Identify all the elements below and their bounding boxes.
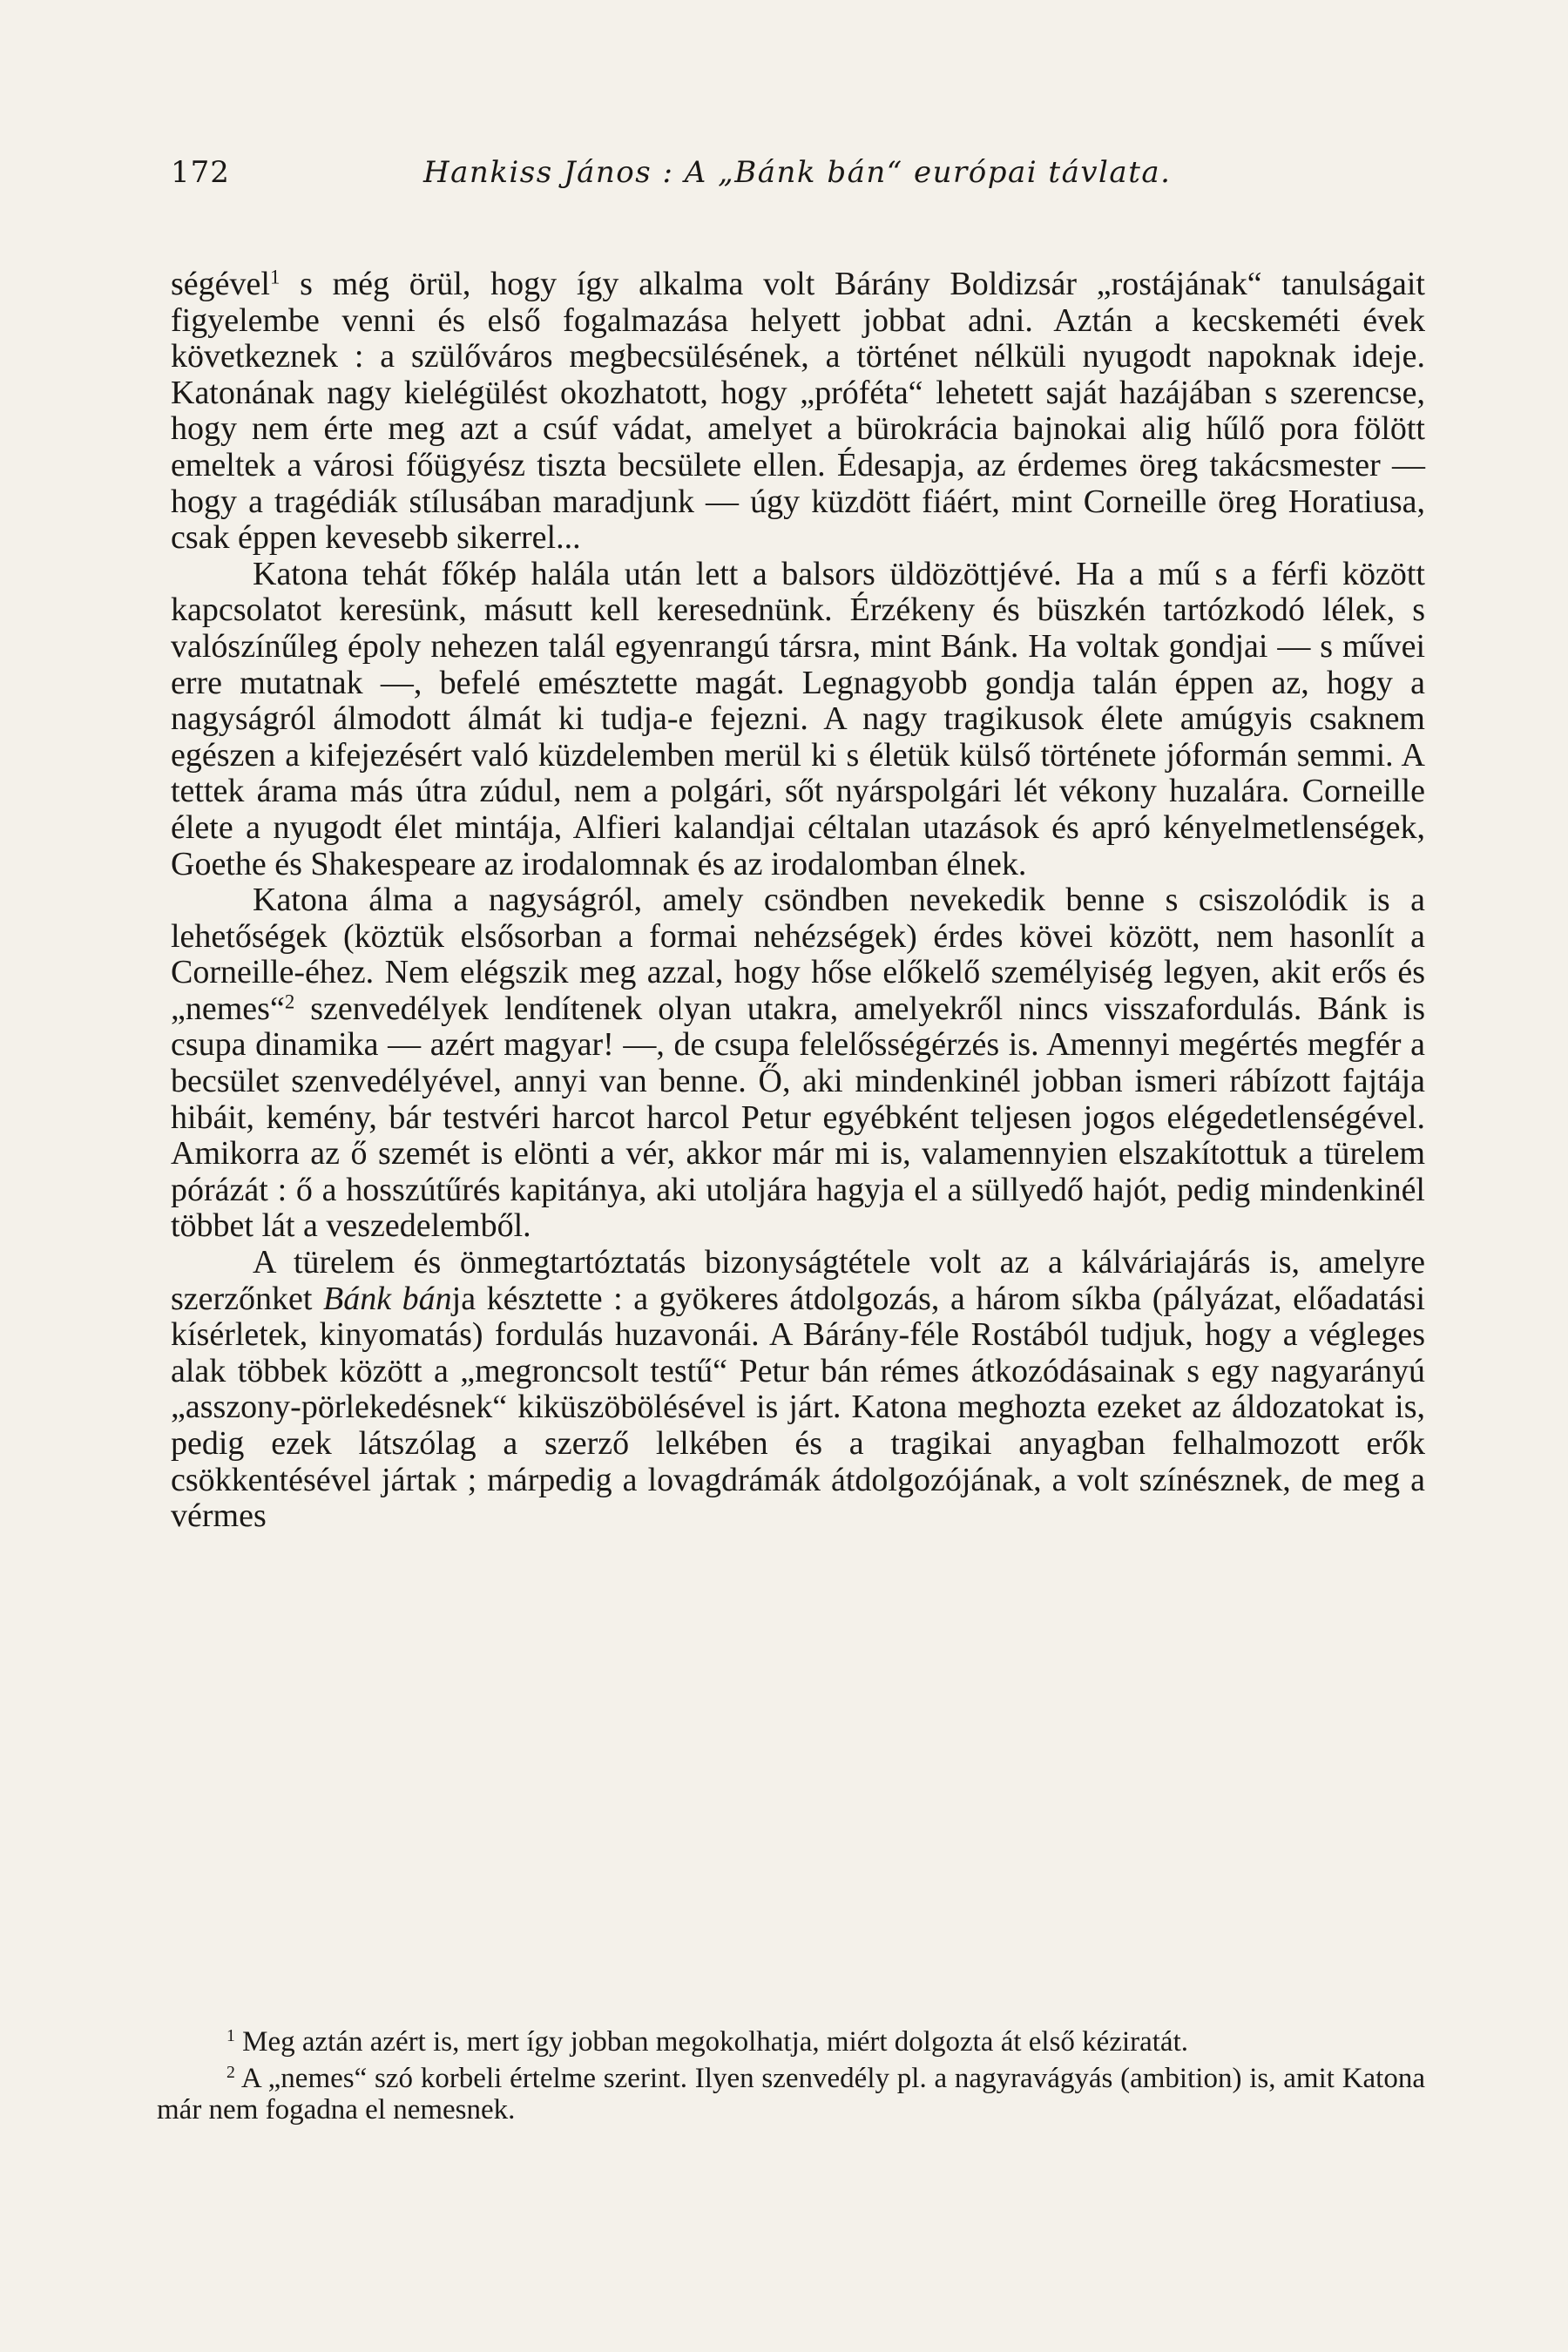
work-title-suffix: ja — [451, 1280, 476, 1317]
footnote-2 — [157, 2063, 1425, 2126]
footnote-mark: 1 — [226, 2026, 235, 2046]
footnote-text: Meg aztán azért is, mert így jobban megokolhatja, miért dolgozta át első kéziratát. — [234, 2026, 1188, 2058]
paragraph-4 — [171, 1245, 1425, 1535]
footnote-ref-1: 1 — [269, 266, 280, 288]
running-title: Hankiss János : A „Bánk bán“ európai távlata. — [423, 155, 1172, 190]
footnote-mark: 2 — [226, 2063, 235, 2083]
paragraph-3-start: Katona álma a nagyságról, amely csöndben nevekedik benne s csiszolódik is a lehetőségek (köztük elsősorban a formai nehézségek) érdes kövei között, nem hasonlít a Corneille-éhez. Nem elégszik meg azzal, hogy hőse előkelő személyiség legyen, akit erős és „nemes“ — [171, 882, 1425, 1027]
paragraph-3-rest: szenvedélyek lendítenek olyan utakra, amelyekről nincs visszafordulás. Bánk is csupa dinamika — azért magyar! —, de csupa felelősségérzés is. Amennyi megértés megfér a becsület szenvedélyével, annyi van benne. Ő, aki mindenkinél jobban ismeri rábízott fajtája hibáit, kemény, bár testvéri harcot harcol Petur egyébként teljesen jogos elégedetlenségével. Amikorra az ő szemét is elönti a vér, akkor már mi is, valamennyien elszakítottuk a türelem pórázát : ő a hosszútűrés kapitánya, aki utoljára hagyja el a süllyedő hajót, pedig mindenkinél többet lát a veszedelemből. — [171, 990, 1425, 1245]
footnote-ref-2: 2 — [284, 990, 295, 1013]
paragraph-2: Katona tehát főkép halála után lett a balsors üldözöttjévé. Ha a mű s a férfi között kapcsolatot keresünk, másutt kell keresednünk. Érzékeny és büszkén tartózkodó lélek, s valószínűleg époly nehezen talál egyenrangú társra, mint Bánk. Ha voltak gondjai — s művei erre mutatnak —, befelé emésztette magát. Legnagyobb gondja talán éppen az, hogy a nagyságról álmodott álmát ki tudja-e fejezni. A nagy tragikusok élete amúgyis csaknem egészen a kifejezésért való küzdelemben merül ki s életük külső története jóformán semmi. A tettek árama más útra zúdul, nem a polgári, sőt nyárspolgári lét vékony huzalára. Corneille élete a nyugodt élet mintája, Alfieri kalandjai céltalan utazások és apró kényelmetlenségek, Goethe és Shakespeare az irodalomnak és az irodalomban élnek. — [171, 555, 1425, 882]
main-text — [171, 267, 1425, 1535]
footnote-1 — [157, 2026, 1425, 2058]
paragraph-4-rest: késztette : a gyökeres átdolgozás, a három síkba (pályázat, előadatási kísérletek, kinyomatás) fordulás huzavonái. A Bárány-féle Rostából tudjuk, hogy a végleges alak többek között a „megroncsolt testű“ Petur bán rémes átkozódásainak s egy nagyarányú „asszony-pörlekedésnek“ kiküszöbölésével is járt. Katona meghozta ezeket az áldozatokat is, pedig ezek látszólag a szerző lelkében és a tragikai anyagban felhalmozott erők csökkentésével jártak ; márpedig a lovagdrámák átdolgozójának, a volt színésznek, de meg a vérmes — [171, 1280, 1426, 1535]
work-title: Bánk bán — [323, 1280, 452, 1317]
paragraph-4-start: A türelem és önmegtartóztatás bizonyságtétele volt az a kálváriajárás is, amelyre szerzőnket — [171, 1244, 1425, 1317]
paragraph-1-rest: s még örül, hogy így alkalma volt Bárány Boldizsár „rostájának“ tanulságait figyelembe venni és első fogalmazása helyett jobbat adni. Aztán a kecskeméti évek következnek : a szülőváros megbecsülésének, a történet nélküli nyugodt napoknak ideje. Katonának nagy kielégülést okozhatott, hogy „próféta“ lehetett saját hazájában s szerencse, hogy nem érte meg azt a csúf vádat, amelyet a bürokrácia bajnokai alig hűlő pora fölött emeltek a városi főügyész tiszta becsülete ellen. Édesapja, az érdemes öreg takácsmester — hogy a tragédiák stílusában maradjunk — úgy küzdött fiáért, mint Corneille öreg Horatiusa, csak éppen kevesebb sikerrel... — [171, 266, 1425, 557]
paragraph-3 — [171, 882, 1425, 1245]
footnotes — [157, 2026, 1425, 2131]
paragraph-1-start: ségével — [171, 266, 270, 302]
page-header — [171, 155, 1425, 199]
footnote-text: A „nemes“ szó korbeli értelme szerint. Ilyen szenvedély pl. a nagyravágyás (ambition) is, amit Katona már nem fogadna el nemesnek. — [157, 2063, 1425, 2126]
paragraph-1 — [171, 267, 1425, 557]
page-number: 172 — [171, 155, 230, 190]
